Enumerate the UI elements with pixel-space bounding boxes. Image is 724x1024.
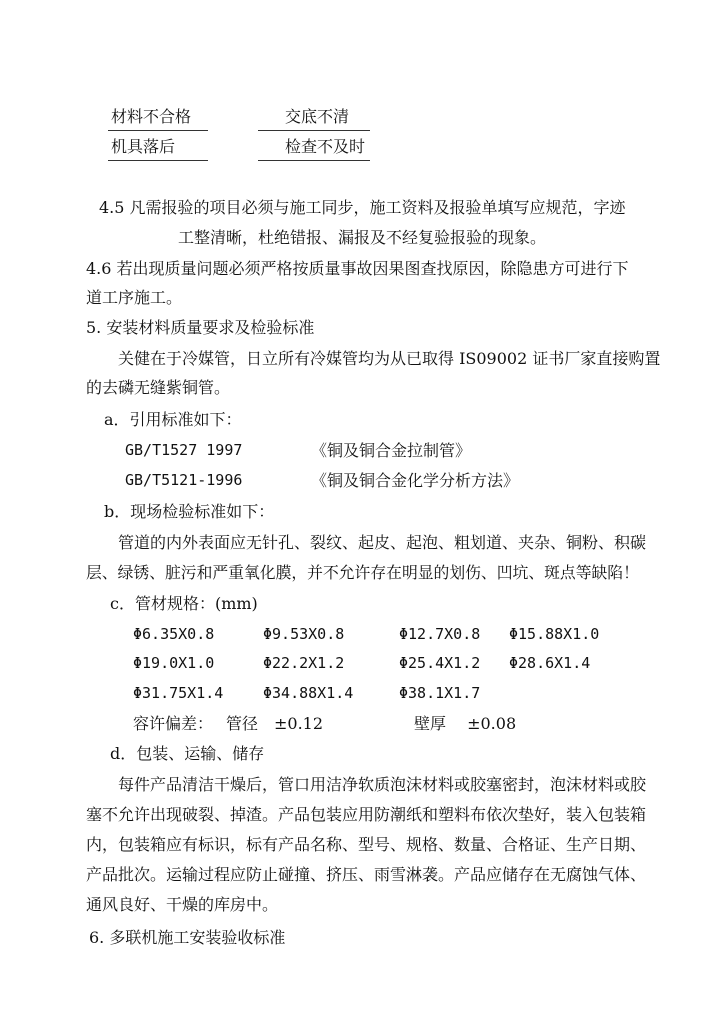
standard-title: 《铜及铜合金拉制管》 xyxy=(311,441,472,460)
paragraph-line: 4.5 凡需报验的项目必须与施工同步，施工资料及报验单填写应规范，字迹 xyxy=(99,198,626,217)
spec-item: Φ9.53X0.8 xyxy=(263,625,345,643)
table-divider xyxy=(108,160,208,161)
paragraph-line: 通风良好、干燥的库房中。 xyxy=(86,895,279,914)
spec-item: Φ34.88X1.4 xyxy=(263,684,354,702)
spec-item: Φ19.0X1.0 xyxy=(133,654,215,672)
section-heading: 5. 安装材料质量要求及检验标准 xyxy=(86,318,315,337)
spec-item: Φ25.4X1.2 xyxy=(399,654,481,672)
sub-label: a．引用标准如下： xyxy=(104,410,242,429)
spec-item: Φ38.1X1.7 xyxy=(399,684,481,702)
tolerance-wall: 壁厚 ±0.08 xyxy=(414,714,517,733)
paragraph-line: 管道的内外表面应无针孔、裂纹、起皮、起泡、粗划道、夹杂、铜粉、积碳 xyxy=(118,533,647,552)
paragraph-line: 塞不允许出现破裂、掉渣。产品包装应用防潮纸和塑料布依次垫好，装入包装箱 xyxy=(86,805,647,824)
paragraph-line: 道工序施工。 xyxy=(86,288,183,307)
sub-label: c．管材规格：(mm) xyxy=(110,594,258,613)
cause-cell: 检查不及时 xyxy=(285,137,366,156)
paragraph-line: 每件产品清洁干燥后，管口用洁净软质泡沫材料或胶塞密封，泡沫材料或胶 xyxy=(118,775,647,794)
standard-code: GB/T5121-1996 xyxy=(125,471,243,489)
paragraph-line: 4.6 若出现质量问题必须严格按质量事故因果图查找原因，除隐患方可进行下 xyxy=(86,259,629,278)
spec-item: Φ6.35X0.8 xyxy=(133,625,215,643)
paragraph-line: 关健在于冷媒管，日立所有冷媒管均为从已取得 IS09002 证书厂家直接购置 xyxy=(118,349,661,368)
cause-cell: 材料不合格 xyxy=(111,107,192,126)
paragraph-line: 层、绿锈、脏污和严重氧化膜，并不允许存在明显的划伤、凹坑、斑点等缺陷！ xyxy=(86,563,639,582)
cause-cell: 交底不清 xyxy=(285,107,350,126)
table-divider xyxy=(258,130,370,131)
spec-item: Φ12.7X0.8 xyxy=(399,625,481,643)
sub-label: d．包装、运输、储存 xyxy=(110,744,265,763)
spec-item: Φ31.75X1.4 xyxy=(133,684,224,702)
paragraph-line: 内，包装箱应有标识，标有产品名称、型号、规格、数量、合格证、生产日期、 xyxy=(86,835,647,854)
tolerance-label: 容许偏差： xyxy=(133,714,214,733)
table-divider xyxy=(258,160,370,161)
cause-cell: 机具落后 xyxy=(111,137,176,156)
standard-title: 《铜及铜合金化学分析方法》 xyxy=(311,471,520,490)
tolerance-diameter: 管径 ±0.12 xyxy=(226,714,324,733)
spec-item: Φ28.6X1.4 xyxy=(509,654,591,672)
paragraph-line: 产品批次。运输过程应防止碰撞、挤压、雨雪淋袭。产品应储存在无腐蚀气体、 xyxy=(86,865,647,884)
standard-code: GB/T1527 1997 xyxy=(125,441,243,459)
spec-item: Φ22.2X1.2 xyxy=(263,654,345,672)
section-heading: 6. 多联机施工安装验收标准 xyxy=(89,928,286,947)
table-divider xyxy=(108,130,208,131)
paragraph-line: 工整清晰，杜绝错报、漏报及不经复验报验的现象。 xyxy=(178,228,547,247)
paragraph-line: 的去磷无缝紫铜管。 xyxy=(86,378,231,397)
sub-label: b．现场检验标准如下： xyxy=(104,502,275,521)
spec-item: Φ15.88X1.0 xyxy=(509,625,600,643)
